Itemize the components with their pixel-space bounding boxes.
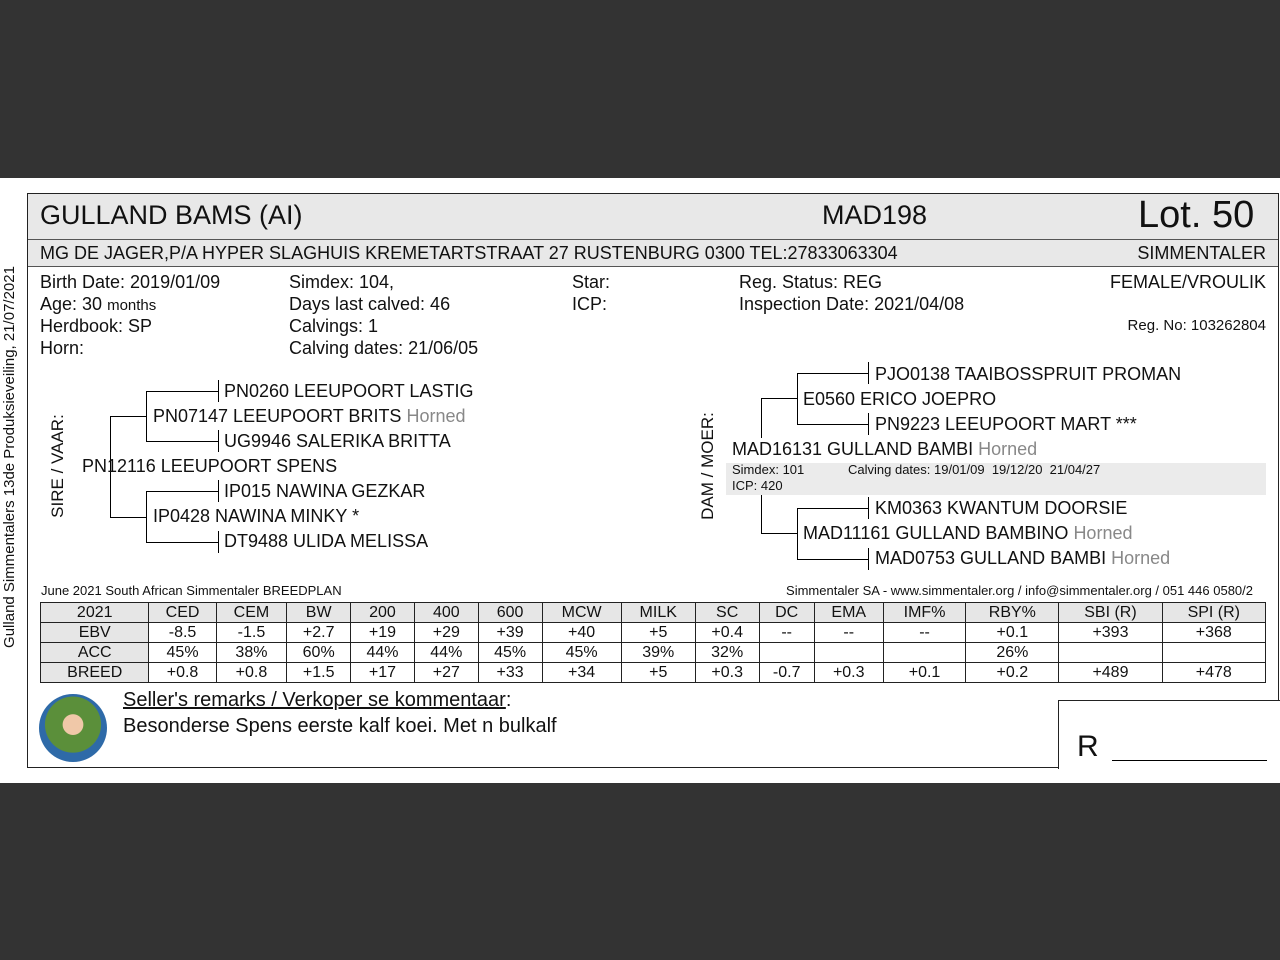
- table-cell: +34: [542, 663, 621, 683]
- table-header-cell: 200: [351, 603, 415, 623]
- dam-dam-sire: KM0363 KWANTUM DOORSIE: [875, 498, 1128, 518]
- table-cell: 45%: [542, 643, 621, 663]
- table-cell: +489: [1059, 663, 1162, 683]
- calving-dates: Calving dates: 21/06/05: [289, 338, 479, 358]
- animal-id: MAD198: [822, 200, 928, 230]
- sire-dam-dam: DT9488 ULIDA MELISSA: [224, 531, 429, 551]
- table-cell: +0.8: [216, 663, 287, 683]
- table-cell: 26%: [966, 643, 1059, 663]
- sire-sire-dam: UG9946 SALERIKA BRITTA: [224, 431, 451, 451]
- sire-name: PN12116 LEEUPOORT SPENS: [82, 456, 338, 476]
- sire-dam: IP0428 NAWINA MINKY *: [153, 506, 360, 526]
- reg-status: Reg. Status: REG: [739, 272, 883, 292]
- simmentaler-logo-icon: [39, 694, 107, 762]
- table-cell: -8.5: [149, 623, 216, 643]
- table-cell: +19: [351, 623, 415, 643]
- table-cell: +478: [1162, 663, 1265, 683]
- table-cell: +33: [478, 663, 542, 683]
- remarks-title: Seller's remarks / Verkoper se kommentaar:: [123, 689, 512, 711]
- table-cell: 45%: [478, 643, 542, 663]
- table-cell: +0.8: [149, 663, 216, 683]
- table-header-cell: 600: [478, 603, 542, 623]
- side-caption: Gulland Simmentalers 13de Produksieveiling, 21/07/2021: [1, 266, 18, 648]
- sire-sire-sire: PN0260 LEEUPOORT LASTIG: [224, 381, 474, 401]
- sex: FEMALE/VROULIK: [1109, 272, 1266, 292]
- table-cell: +0.1: [883, 663, 966, 683]
- table-cell: +1.5: [287, 663, 351, 683]
- table-header-cell: RBY%: [966, 603, 1059, 623]
- lot-number: Lot. 50: [1138, 194, 1255, 236]
- table-cell: +0.3: [814, 663, 883, 683]
- sire-dam-bracket: [146, 491, 147, 542]
- table-row-label: ACC: [41, 643, 149, 663]
- dam-dam-dam: MAD0753 GULLAND BAMBI Horned: [875, 548, 1171, 568]
- dam-calving-dates: Calving dates: 19/01/09 19/12/20 21/04/27: [848, 462, 1101, 477]
- table-header-cell: MILK: [621, 603, 695, 623]
- horned-note: Horned: [406, 406, 466, 426]
- sire-dam-sire: IP015 NAWINA GEZKAR: [224, 481, 426, 501]
- dam-dam: MAD11161 GULLAND BAMBINO Horned: [803, 523, 1133, 543]
- dam-icp: ICP: 420: [732, 478, 783, 493]
- herdbook: Herdbook: SP: [40, 316, 153, 336]
- table-cell: -0.7: [759, 663, 814, 683]
- simdex: Simdex: 104,: [289, 272, 395, 292]
- dam-sire-dam: PN9223 LEEUPOORT MART ***: [875, 414, 1137, 434]
- horned-note: Horned: [1111, 548, 1171, 568]
- ebv-table: [40, 602, 1266, 683]
- price-currency: R: [1077, 730, 1099, 763]
- dam-label: DAM / MOER:: [698, 412, 717, 520]
- birth-date: Birth Date: 2019/01/09: [40, 272, 221, 292]
- table-row: [41, 623, 1266, 643]
- table-header-cell: 400: [414, 603, 478, 623]
- table-cell: 38%: [216, 643, 287, 663]
- calvings: Calvings: 1: [289, 316, 379, 336]
- days-last-calved: Days last calved: 46: [289, 294, 451, 314]
- table-cell: +40: [542, 623, 621, 643]
- table-cell: +393: [1059, 623, 1162, 643]
- breed-name: SIMMENTALER: [1137, 243, 1266, 263]
- owner-address: MG DE JAGER,P/A HYPER SLAGHUIS KREMETARTSTRAAT 27 RUSTENBURG 0300 TEL:27833063304: [40, 243, 898, 263]
- table-header-cell: DC: [759, 603, 814, 623]
- table-cell: --: [814, 623, 883, 643]
- table-header-cell: SC: [695, 603, 759, 623]
- table-cell: +39: [478, 623, 542, 643]
- breedplan-title: June 2021 South African Simmentaler BREEDPLAN: [41, 583, 342, 598]
- table-row-label: EBV: [41, 623, 149, 643]
- dam-upper-bracket: [761, 398, 762, 438]
- sire-sire-bracket: [146, 391, 147, 441]
- table-cell: [759, 643, 814, 663]
- table-row: [41, 663, 1266, 683]
- table-row-label: BREED: [41, 663, 149, 683]
- table-cell: +17: [351, 663, 415, 683]
- dam-sire-sire: PJO0138 TAAIBOSSPRUIT PROMAN: [875, 364, 1182, 384]
- table-cell: 44%: [351, 643, 415, 663]
- horned-note: Horned: [1073, 523, 1133, 543]
- table-cell: --: [883, 623, 966, 643]
- sire-sire: PN07147 LEEUPOORT BRITS Horned: [153, 406, 466, 426]
- table-cell: +368: [1162, 623, 1265, 643]
- table-header-cell: EMA: [814, 603, 883, 623]
- table-cell: [1162, 643, 1265, 663]
- age-value: Age: 30: [40, 294, 103, 314]
- table-row: [41, 643, 1266, 663]
- table-cell: +0.3: [695, 663, 759, 683]
- dam-name: MAD16131 GULLAND BAMBI Horned: [732, 439, 1038, 459]
- table-header-cell: BW: [287, 603, 351, 623]
- table-header-cell: SPI (R): [1162, 603, 1265, 623]
- horn: Horn:: [40, 338, 85, 358]
- table-cell: +0.4: [695, 623, 759, 643]
- age: [40, 294, 156, 315]
- table-cell: +27: [414, 663, 478, 683]
- table-cell: --: [759, 623, 814, 643]
- table-cell: 45%: [149, 643, 216, 663]
- table-cell: +0.2: [966, 663, 1059, 683]
- animal-name: GULLAND BAMS (AI): [40, 200, 303, 230]
- price-entry-line[interactable]: [1112, 760, 1267, 761]
- table-cell: 60%: [287, 643, 351, 663]
- table-cell: -1.5: [216, 623, 287, 643]
- table-cell: 44%: [414, 643, 478, 663]
- table-cell: +5: [621, 623, 695, 643]
- table-cell: +5: [621, 663, 695, 683]
- age-unit: months: [107, 297, 157, 314]
- dam-simdex: Simdex: 101: [732, 462, 805, 477]
- star: Star:: [572, 272, 611, 292]
- table-header-cell: MCW: [542, 603, 621, 623]
- horned-note: Horned: [978, 439, 1038, 459]
- table-cell: 39%: [621, 643, 695, 663]
- table-header-cell: CEM: [216, 603, 287, 623]
- table-header-cell: SBI (R): [1059, 603, 1162, 623]
- dam-sire: E0560 ERICO JOEPRO: [803, 389, 997, 409]
- table-cell: +29: [414, 623, 478, 643]
- table-cell: [1059, 643, 1162, 663]
- table-header-cell: IMF%: [883, 603, 966, 623]
- table-cell: [883, 643, 966, 663]
- breedplan-contact: Simmentaler SA - www.simmentaler.org / info@simmentaler.org / 051 446 0580/2: [786, 583, 1253, 598]
- dam-lower-bracket: [761, 495, 762, 534]
- table-cell: 32%: [695, 643, 759, 663]
- table-cell: [814, 643, 883, 663]
- table-cell: +0.1: [966, 623, 1059, 643]
- lot-card: [0, 178, 1280, 783]
- remarks-text: Besonderse Spens eerste kalf koei. Met n bulkalf: [123, 715, 557, 737]
- reg-number: Reg. No: 103262804: [1127, 317, 1266, 334]
- table-cell: +2.7: [287, 623, 351, 643]
- table-header-row: [41, 603, 1266, 623]
- inspection-date: Inspection Date: 2021/04/08: [739, 294, 965, 314]
- icp: ICP:: [572, 294, 608, 314]
- table-header-cell: CED: [149, 603, 216, 623]
- sire-label: SIRE / VAAR:: [48, 414, 67, 518]
- table-header-cell: 2021: [41, 603, 149, 623]
